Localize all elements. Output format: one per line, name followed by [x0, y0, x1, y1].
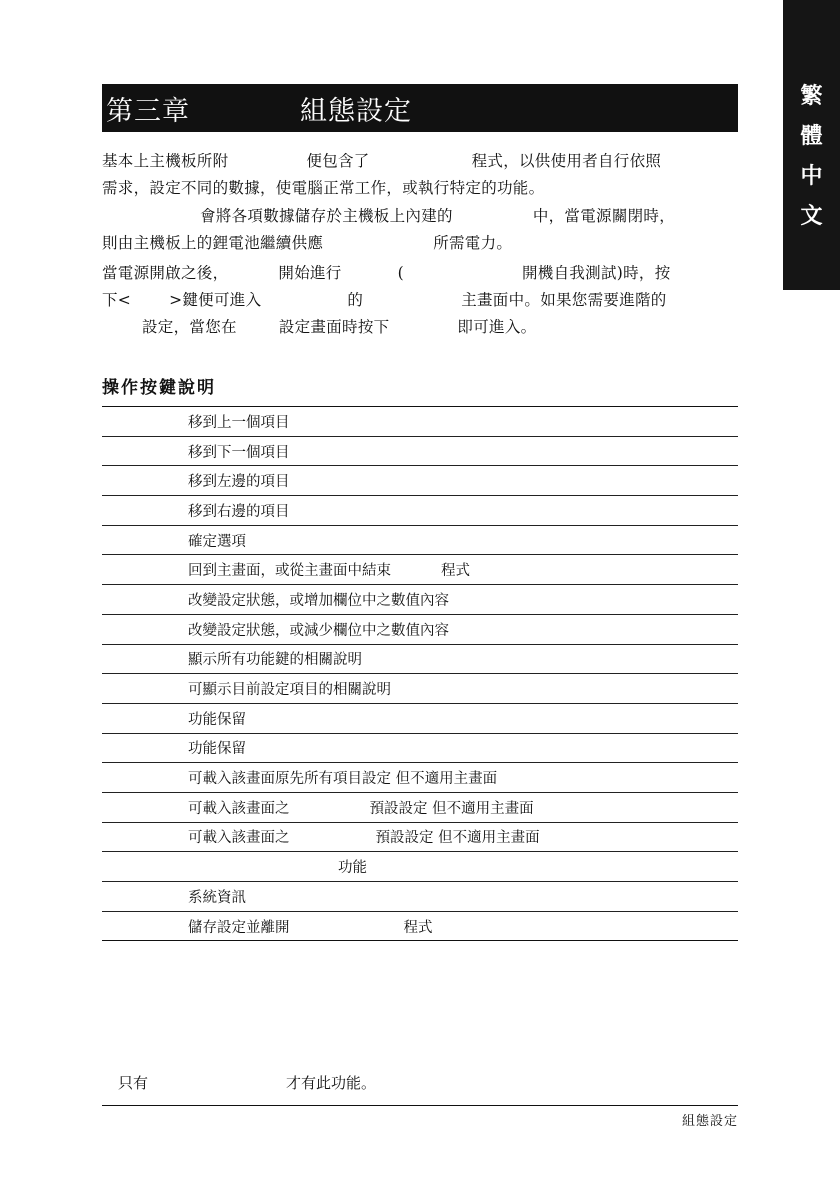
text-fragment: 基本上主機板所附	[102, 152, 229, 170]
key-section-title: 操作按鍵說明	[102, 378, 216, 398]
text-fragment: 所需電力。	[433, 234, 513, 252]
table-row	[102, 882, 738, 912]
table-row	[102, 555, 738, 585]
text-fragment: 主畫面中。如果您需要進階的	[461, 291, 667, 309]
text-fragment: 的	[347, 291, 364, 309]
table-row	[102, 614, 738, 644]
table-row	[102, 733, 738, 763]
key-description: 顯示所有功能鍵的相關說明	[188, 644, 738, 674]
text-fragment: 設定，當您在	[142, 318, 237, 336]
key-description: 功能保留	[188, 733, 738, 763]
text-fragment: 預設設定 但不適用主畫面	[369, 800, 534, 817]
key-description	[188, 555, 738, 585]
text-fragment: 下<	[102, 291, 132, 309]
table-row	[102, 763, 738, 793]
chapter-heading	[102, 84, 738, 132]
text-fragment: 開機自我測試)時，按	[521, 264, 671, 282]
key-description: 可載入該畫面原先所有項目設定 但不適用主畫面	[188, 763, 738, 793]
table-row	[102, 792, 738, 822]
key-description	[188, 822, 738, 852]
table-row	[102, 407, 738, 437]
table-row	[102, 674, 738, 704]
intro-paragraph-2	[102, 203, 738, 257]
footer-rule	[102, 1105, 738, 1106]
text-fragment: 可載入該畫面之	[188, 800, 290, 817]
text-fragment: (	[397, 264, 404, 282]
key-description: 移到上一個項目	[188, 407, 738, 437]
key-description: 移到左邊的項目	[188, 466, 738, 496]
key-description	[188, 911, 738, 941]
table-row	[102, 466, 738, 496]
footnote	[118, 1072, 376, 1093]
chapter-number: 第三章	[106, 95, 190, 127]
table-row	[102, 911, 738, 941]
side-tab-char: 中	[800, 164, 823, 189]
side-tab-char: 體	[800, 124, 823, 149]
language-side-tab	[783, 0, 840, 290]
text-fragment: 中，當電源關閉時，	[532, 207, 676, 225]
key-description: 系統資訊	[188, 882, 738, 912]
text-fragment: 功能	[338, 860, 367, 877]
text-fragment: 程式，以供使用者自行依照	[471, 152, 662, 170]
table-row	[102, 436, 738, 466]
table-row	[102, 852, 738, 882]
text-fragment: 即可進入。	[457, 318, 537, 336]
table-row	[102, 525, 738, 555]
text-fragment: 儲存設定並離開	[188, 919, 290, 936]
text-line: 需求，設定不同的數據，使電腦正常工作，或執行特定的功能。	[102, 179, 545, 197]
key-description: 移到下一個項目	[188, 436, 738, 466]
intro-paragraph-3	[102, 260, 738, 341]
table-row	[102, 496, 738, 526]
text-fragment: 便包含了	[306, 152, 370, 170]
text-fragment: 才有此功能。	[286, 1074, 377, 1092]
table-row	[102, 822, 738, 852]
text-fragment: 預設設定 但不適用主畫面	[375, 830, 540, 847]
text-fragment: >鍵便可進入	[169, 291, 262, 309]
side-tab-char: 文	[800, 204, 823, 229]
key-description	[188, 852, 738, 882]
key-description	[188, 792, 738, 822]
key-description: 可顯示目前設定項目的相關說明	[188, 674, 738, 704]
intro-paragraph-1	[102, 148, 738, 202]
table-row	[102, 585, 738, 615]
text-fragment: 程式	[441, 563, 470, 580]
table-row	[102, 644, 738, 674]
text-fragment: 開始進行	[278, 264, 342, 282]
table-row	[102, 703, 738, 733]
text-fragment: 設定畫面時按下	[278, 318, 390, 336]
text-fragment: 當電源開啟之後，	[102, 264, 229, 282]
key-table	[102, 406, 738, 941]
side-tab-char: 繁	[800, 84, 823, 109]
key-description: 改變設定狀態，或增加欄位中之數值內容	[188, 585, 738, 615]
key-description: 確定選項	[188, 525, 738, 555]
text-fragment: 程式	[403, 919, 433, 936]
text-fragment: 會將各項數據儲存於主機板上內建的	[200, 207, 453, 225]
text-fragment: 回到主畫面，或從主畫面中結束	[188, 563, 391, 580]
text-fragment: 可載入該畫面之	[188, 830, 290, 847]
key-description: 移到右邊的項目	[188, 496, 738, 526]
key-description: 改變設定狀態，或減少欄位中之數值內容	[188, 614, 738, 644]
footer-chapter-label: 組態設定	[681, 1114, 738, 1129]
chapter-title: 組態設定	[300, 95, 412, 127]
text-fragment: 則由主機板上的鋰電池繼續供應	[102, 234, 324, 252]
text-fragment: 只有	[118, 1074, 149, 1092]
key-description: 功能保留	[188, 703, 738, 733]
